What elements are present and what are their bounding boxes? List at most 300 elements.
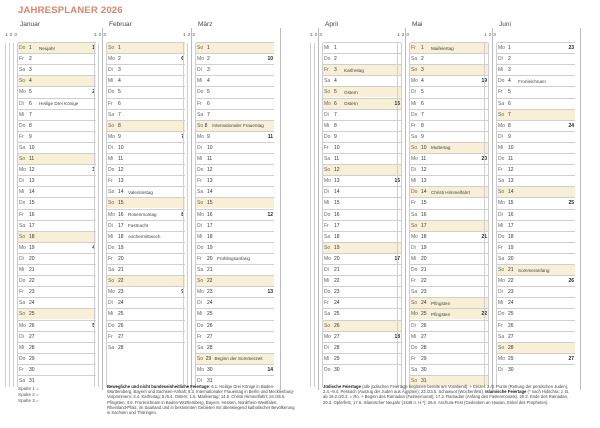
day-row[interactable] bbox=[323, 175, 401, 186]
column-divider bbox=[191, 28, 192, 390]
day-row[interactable] bbox=[410, 331, 488, 342]
day-row[interactable] bbox=[497, 253, 575, 264]
day-number: 29 bbox=[508, 355, 514, 362]
day-row[interactable] bbox=[196, 242, 274, 253]
day-row[interactable] bbox=[497, 75, 575, 86]
weekday: Sa bbox=[197, 111, 204, 118]
day-row[interactable] bbox=[107, 320, 185, 331]
weekday: Sa bbox=[19, 222, 26, 229]
day-number: 29 bbox=[334, 355, 340, 362]
day-row[interactable] bbox=[410, 98, 488, 109]
day-number: 11 bbox=[29, 156, 35, 163]
day-row[interactable] bbox=[18, 75, 96, 86]
weekday: Di bbox=[324, 111, 329, 118]
day-number: 18 bbox=[207, 233, 213, 240]
day-row[interactable] bbox=[107, 220, 185, 231]
day-row[interactable] bbox=[107, 53, 185, 64]
day-number: 24 bbox=[118, 300, 124, 307]
day-row[interactable] bbox=[196, 253, 274, 264]
day-row[interactable] bbox=[497, 186, 575, 197]
day-row[interactable] bbox=[497, 109, 575, 120]
column-header: 1 2 3 bbox=[94, 33, 107, 38]
day-row[interactable] bbox=[497, 231, 575, 242]
day-row[interactable] bbox=[196, 220, 274, 231]
day-number: 2 bbox=[207, 56, 210, 63]
day-row[interactable] bbox=[410, 186, 488, 197]
day-number: 2 bbox=[508, 56, 511, 63]
day-row[interactable] bbox=[497, 142, 575, 153]
day-number: 8 bbox=[508, 122, 511, 129]
day-number: 26 bbox=[118, 322, 124, 329]
week-number: 24 bbox=[568, 122, 574, 129]
day-row[interactable] bbox=[18, 153, 96, 164]
day-row[interactable] bbox=[18, 175, 96, 186]
day-row[interactable] bbox=[18, 109, 96, 120]
day-row[interactable] bbox=[107, 342, 185, 353]
day-row[interactable] bbox=[410, 308, 488, 319]
day-row[interactable] bbox=[196, 264, 274, 275]
day-row[interactable] bbox=[410, 231, 488, 242]
day-row[interactable] bbox=[323, 109, 401, 120]
day-row[interactable] bbox=[323, 308, 401, 319]
day-row[interactable] bbox=[107, 264, 185, 275]
day-row[interactable] bbox=[410, 264, 488, 275]
day-row[interactable] bbox=[107, 286, 185, 297]
day-row[interactable] bbox=[323, 320, 401, 331]
day-row[interactable] bbox=[196, 98, 274, 109]
day-row[interactable] bbox=[18, 264, 96, 275]
week-number: 5 bbox=[92, 322, 95, 329]
day-row[interactable] bbox=[497, 275, 575, 286]
day-row[interactable] bbox=[323, 64, 401, 75]
day-row[interactable] bbox=[18, 164, 96, 175]
day-row[interactable] bbox=[107, 242, 185, 253]
day-row[interactable] bbox=[107, 142, 185, 153]
check-columns bbox=[484, 43, 497, 387]
day-row[interactable] bbox=[196, 331, 274, 342]
day-row[interactable] bbox=[497, 153, 575, 164]
day-row[interactable] bbox=[497, 164, 575, 175]
day-row[interactable] bbox=[323, 164, 401, 175]
weekday: Mi bbox=[498, 222, 504, 229]
day-row[interactable] bbox=[107, 331, 185, 342]
day-number: 19 bbox=[207, 244, 213, 251]
day-row[interactable] bbox=[323, 331, 401, 342]
day-row[interactable] bbox=[410, 209, 488, 220]
weekday: Do bbox=[324, 56, 331, 63]
day-row[interactable] bbox=[323, 75, 401, 86]
day-row[interactable] bbox=[410, 286, 488, 297]
day-row[interactable] bbox=[410, 275, 488, 286]
day-number: 27 bbox=[118, 333, 124, 340]
weekday: Mo bbox=[19, 89, 26, 96]
day-number: 5 bbox=[508, 89, 511, 96]
day-row[interactable] bbox=[323, 220, 401, 231]
weekday: Di bbox=[19, 100, 24, 107]
holiday-name: Maifeiertag bbox=[431, 45, 454, 51]
day-row[interactable] bbox=[18, 286, 96, 297]
weekday: Di bbox=[411, 89, 416, 96]
day-row[interactable] bbox=[323, 353, 401, 364]
day-row[interactable] bbox=[497, 308, 575, 319]
day-row[interactable] bbox=[196, 320, 274, 331]
day-row[interactable] bbox=[323, 275, 401, 286]
day-row[interactable] bbox=[18, 64, 96, 75]
weekday: So bbox=[498, 344, 505, 351]
day-row[interactable] bbox=[497, 53, 575, 64]
day-row[interactable] bbox=[107, 308, 185, 319]
day-number: 1 bbox=[334, 45, 337, 52]
day-row[interactable] bbox=[410, 220, 488, 231]
holiday-name: Muttertag bbox=[431, 145, 451, 151]
day-number: 17 bbox=[207, 222, 213, 229]
day-row[interactable] bbox=[107, 164, 185, 175]
day-row[interactable] bbox=[410, 175, 488, 186]
day-row[interactable] bbox=[18, 220, 96, 231]
weekday: Do bbox=[411, 267, 418, 274]
weekday: Di bbox=[108, 67, 113, 74]
day-row[interactable] bbox=[497, 242, 575, 253]
day-row[interactable] bbox=[196, 342, 274, 353]
day-row[interactable] bbox=[196, 209, 274, 220]
day-number: 19 bbox=[508, 244, 514, 251]
column-header: 1 2 3 bbox=[484, 33, 497, 38]
day-number: 26 bbox=[29, 322, 35, 329]
day-number: 30 bbox=[334, 366, 340, 373]
day-number: 31 bbox=[207, 378, 213, 385]
day-row[interactable] bbox=[410, 42, 488, 53]
day-row[interactable] bbox=[107, 175, 185, 186]
day-number: 14 bbox=[334, 189, 340, 196]
day-row[interactable] bbox=[323, 209, 401, 220]
day-row[interactable] bbox=[18, 231, 96, 242]
day-row[interactable] bbox=[323, 98, 401, 109]
day-row[interactable] bbox=[497, 264, 575, 275]
day-row[interactable] bbox=[323, 286, 401, 297]
weekday: Mo bbox=[19, 322, 26, 329]
weekday: So bbox=[108, 122, 115, 129]
day-row[interactable] bbox=[497, 98, 575, 109]
day-row[interactable] bbox=[107, 109, 185, 120]
day-row[interactable] bbox=[107, 275, 185, 286]
day-row[interactable] bbox=[196, 75, 274, 86]
day-number: 20 bbox=[207, 255, 213, 262]
day-row[interactable] bbox=[410, 164, 488, 175]
day-number: 15 bbox=[29, 200, 35, 207]
weekday: Do bbox=[197, 244, 204, 251]
day-row[interactable] bbox=[107, 153, 185, 164]
weekday: Mo bbox=[19, 244, 26, 251]
day-row[interactable] bbox=[497, 120, 575, 131]
weekday: Di bbox=[411, 167, 416, 174]
day-row[interactable] bbox=[107, 98, 185, 109]
day-number: 6 bbox=[508, 100, 511, 107]
day-number: 17 bbox=[334, 222, 340, 229]
holiday-name: Neujahr bbox=[39, 45, 56, 51]
weekday: Mi bbox=[108, 311, 114, 318]
day-row[interactable] bbox=[196, 186, 274, 197]
day-row[interactable] bbox=[196, 164, 274, 175]
day-row[interactable] bbox=[196, 364, 274, 375]
day-row[interactable] bbox=[323, 42, 401, 53]
day-row[interactable] bbox=[497, 131, 575, 142]
day-number: 12 bbox=[334, 167, 340, 174]
day-row[interactable] bbox=[196, 297, 274, 308]
day-row[interactable] bbox=[410, 353, 488, 364]
day-row[interactable] bbox=[196, 109, 274, 120]
day-row[interactable] bbox=[107, 131, 185, 142]
weekday: So bbox=[19, 78, 26, 85]
day-number: 19 bbox=[421, 244, 427, 251]
day-row[interactable] bbox=[323, 253, 401, 264]
weekday: Fr bbox=[197, 100, 202, 107]
weekday: Sa bbox=[324, 156, 331, 163]
weekday: Mi bbox=[108, 78, 114, 85]
day-row[interactable] bbox=[107, 42, 185, 53]
day-number: 3 bbox=[118, 67, 121, 74]
day-row[interactable] bbox=[323, 197, 401, 208]
weekday: So bbox=[411, 67, 418, 74]
day-row[interactable] bbox=[196, 120, 274, 131]
day-row[interactable] bbox=[107, 186, 185, 197]
day-row[interactable] bbox=[410, 153, 488, 164]
day-row[interactable] bbox=[107, 253, 185, 264]
day-number: 22 bbox=[29, 278, 35, 285]
weekday: So bbox=[197, 278, 204, 285]
day-number: 4 bbox=[29, 78, 32, 85]
week-number: 2 bbox=[92, 89, 95, 96]
weekday: Mo bbox=[197, 56, 204, 63]
day-number: 24 bbox=[207, 300, 213, 307]
week-number: 8 bbox=[181, 211, 184, 218]
day-row[interactable] bbox=[107, 64, 185, 75]
day-row[interactable] bbox=[410, 53, 488, 64]
day-row[interactable] bbox=[410, 197, 488, 208]
day-row[interactable] bbox=[196, 353, 274, 364]
column-divider bbox=[318, 28, 319, 390]
weekday: Fr bbox=[19, 211, 24, 218]
day-row[interactable] bbox=[497, 331, 575, 342]
day-row[interactable] bbox=[410, 242, 488, 253]
day-row[interactable] bbox=[18, 275, 96, 286]
column-divider bbox=[102, 28, 103, 390]
day-row[interactable] bbox=[107, 231, 185, 242]
weekday: Mo bbox=[498, 45, 505, 52]
day-row[interactable] bbox=[196, 142, 274, 153]
day-row[interactable] bbox=[323, 131, 401, 142]
day-number: 25 bbox=[118, 311, 124, 318]
day-row[interactable] bbox=[18, 297, 96, 308]
day-number: 22 bbox=[421, 278, 427, 285]
day-row[interactable] bbox=[410, 142, 488, 153]
day-row[interactable] bbox=[107, 75, 185, 86]
day-row[interactable] bbox=[497, 286, 575, 297]
day-row[interactable] bbox=[323, 297, 401, 308]
weekday: Di bbox=[197, 144, 202, 151]
day-row[interactable] bbox=[410, 342, 488, 353]
weekday: Mi bbox=[324, 122, 330, 129]
day-number: 16 bbox=[334, 211, 340, 218]
day-row[interactable] bbox=[497, 197, 575, 208]
day-number: 5 bbox=[118, 89, 121, 96]
day-row[interactable] bbox=[323, 142, 401, 153]
day-row[interactable] bbox=[196, 131, 274, 142]
day-row[interactable] bbox=[107, 197, 185, 208]
weekday: Fr bbox=[411, 122, 416, 129]
day-row[interactable] bbox=[196, 64, 274, 75]
day-row[interactable] bbox=[196, 308, 274, 319]
day-row[interactable] bbox=[18, 53, 96, 64]
month-name: April bbox=[325, 21, 339, 28]
weekday: Mo bbox=[324, 178, 331, 185]
day-row[interactable] bbox=[18, 186, 96, 197]
day-row[interactable] bbox=[18, 98, 96, 109]
day-row[interactable] bbox=[497, 209, 575, 220]
day-number: 5 bbox=[207, 89, 210, 96]
day-number: 26 bbox=[207, 322, 213, 329]
day-row[interactable] bbox=[196, 53, 274, 64]
day-number: 29 bbox=[421, 355, 427, 362]
day-row[interactable] bbox=[18, 331, 96, 342]
day-number: 2 bbox=[334, 56, 337, 63]
day-number: 27 bbox=[29, 333, 35, 340]
day-row[interactable] bbox=[18, 197, 96, 208]
day-row[interactable] bbox=[18, 209, 96, 220]
day-row[interactable] bbox=[18, 253, 96, 264]
day-row[interactable] bbox=[18, 353, 96, 364]
weekday: Sa bbox=[19, 67, 26, 74]
day-row[interactable] bbox=[18, 131, 96, 142]
weekday: Do bbox=[324, 211, 331, 218]
day-row[interactable] bbox=[196, 86, 274, 97]
day-number: 16 bbox=[421, 211, 427, 218]
day-row[interactable] bbox=[18, 242, 96, 253]
weekday: Mi bbox=[19, 267, 25, 274]
day-row[interactable] bbox=[18, 120, 96, 131]
day-row[interactable] bbox=[410, 131, 488, 142]
weekday: Sa bbox=[197, 267, 204, 274]
day-row[interactable] bbox=[18, 364, 96, 375]
day-number: 26 bbox=[508, 322, 514, 329]
day-row[interactable] bbox=[323, 342, 401, 353]
day-number: 12 bbox=[207, 167, 213, 174]
day-number: 30 bbox=[421, 366, 427, 373]
day-row[interactable] bbox=[323, 86, 401, 97]
holiday-name: Ostern bbox=[344, 101, 358, 107]
day-number: 3 bbox=[29, 67, 32, 74]
day-row[interactable] bbox=[410, 86, 488, 97]
day-row[interactable] bbox=[107, 120, 185, 131]
weekday: Mi bbox=[411, 178, 417, 185]
day-row[interactable] bbox=[18, 42, 96, 53]
day-number: 18 bbox=[334, 233, 340, 240]
day-row[interactable] bbox=[410, 109, 488, 120]
weekday: Mo bbox=[411, 311, 418, 318]
day-row[interactable] bbox=[410, 297, 488, 308]
weekday: Fr bbox=[324, 67, 329, 74]
weekday: Sa bbox=[108, 111, 115, 118]
day-row[interactable] bbox=[18, 142, 96, 153]
weekday: Sa bbox=[108, 344, 115, 351]
day-row[interactable] bbox=[323, 186, 401, 197]
day-row[interactable] bbox=[497, 297, 575, 308]
weekday: Sa bbox=[108, 189, 115, 196]
day-row[interactable] bbox=[18, 320, 96, 331]
day-row[interactable] bbox=[107, 209, 185, 220]
day-row[interactable] bbox=[196, 231, 274, 242]
day-row[interactable] bbox=[323, 364, 401, 375]
day-row[interactable] bbox=[323, 264, 401, 275]
day-number: 16 bbox=[118, 211, 124, 218]
day-number: 7 bbox=[118, 111, 121, 118]
day-row[interactable] bbox=[497, 86, 575, 97]
day-row[interactable] bbox=[196, 275, 274, 286]
day-row[interactable] bbox=[18, 375, 96, 386]
day-number: 2 bbox=[118, 56, 121, 63]
day-row[interactable] bbox=[196, 153, 274, 164]
day-row[interactable] bbox=[323, 242, 401, 253]
day-number: 6 bbox=[334, 100, 337, 107]
day-row[interactable] bbox=[497, 320, 575, 331]
day-row[interactable] bbox=[497, 220, 575, 231]
day-row[interactable] bbox=[497, 175, 575, 186]
weekday: Di bbox=[498, 289, 503, 296]
day-row[interactable] bbox=[107, 86, 185, 97]
day-row[interactable] bbox=[323, 53, 401, 64]
weekday: So bbox=[197, 122, 204, 129]
day-number: 17 bbox=[29, 222, 35, 229]
day-row[interactable] bbox=[196, 197, 274, 208]
day-row[interactable] bbox=[323, 153, 401, 164]
weekday: Do bbox=[19, 278, 26, 285]
week-number: 20 bbox=[481, 156, 487, 163]
day-row[interactable] bbox=[410, 253, 488, 264]
weekday: Sa bbox=[197, 189, 204, 196]
day-number: 22 bbox=[118, 278, 124, 285]
day-row[interactable] bbox=[497, 42, 575, 53]
day-number: 3 bbox=[421, 67, 424, 74]
day-row[interactable] bbox=[410, 120, 488, 131]
day-row[interactable] bbox=[497, 64, 575, 75]
day-number: 9 bbox=[334, 133, 337, 140]
day-row[interactable] bbox=[410, 75, 488, 86]
day-row[interactable] bbox=[323, 120, 401, 131]
column-divider bbox=[280, 28, 281, 390]
day-row[interactable] bbox=[410, 320, 488, 331]
day-row[interactable] bbox=[18, 342, 96, 353]
day-number: 21 bbox=[421, 267, 427, 274]
day-row[interactable] bbox=[497, 353, 575, 364]
day-row[interactable] bbox=[323, 231, 401, 242]
day-row[interactable] bbox=[18, 308, 96, 319]
day-row[interactable] bbox=[497, 364, 575, 375]
weekday: Do bbox=[324, 366, 331, 373]
weekday: Di bbox=[498, 56, 503, 63]
day-number: 14 bbox=[118, 189, 124, 196]
day-row[interactable] bbox=[497, 342, 575, 353]
weekday: Fr bbox=[411, 200, 416, 207]
day-number: 23 bbox=[29, 289, 35, 296]
weekday: Do bbox=[324, 133, 331, 140]
weekday: So bbox=[324, 167, 331, 174]
day-row[interactable] bbox=[196, 286, 274, 297]
day-row[interactable] bbox=[18, 86, 96, 97]
day-row[interactable] bbox=[410, 364, 488, 375]
day-row[interactable] bbox=[196, 42, 274, 53]
day-row[interactable] bbox=[107, 297, 185, 308]
day-row[interactable] bbox=[196, 175, 274, 186]
day-row[interactable] bbox=[410, 64, 488, 75]
